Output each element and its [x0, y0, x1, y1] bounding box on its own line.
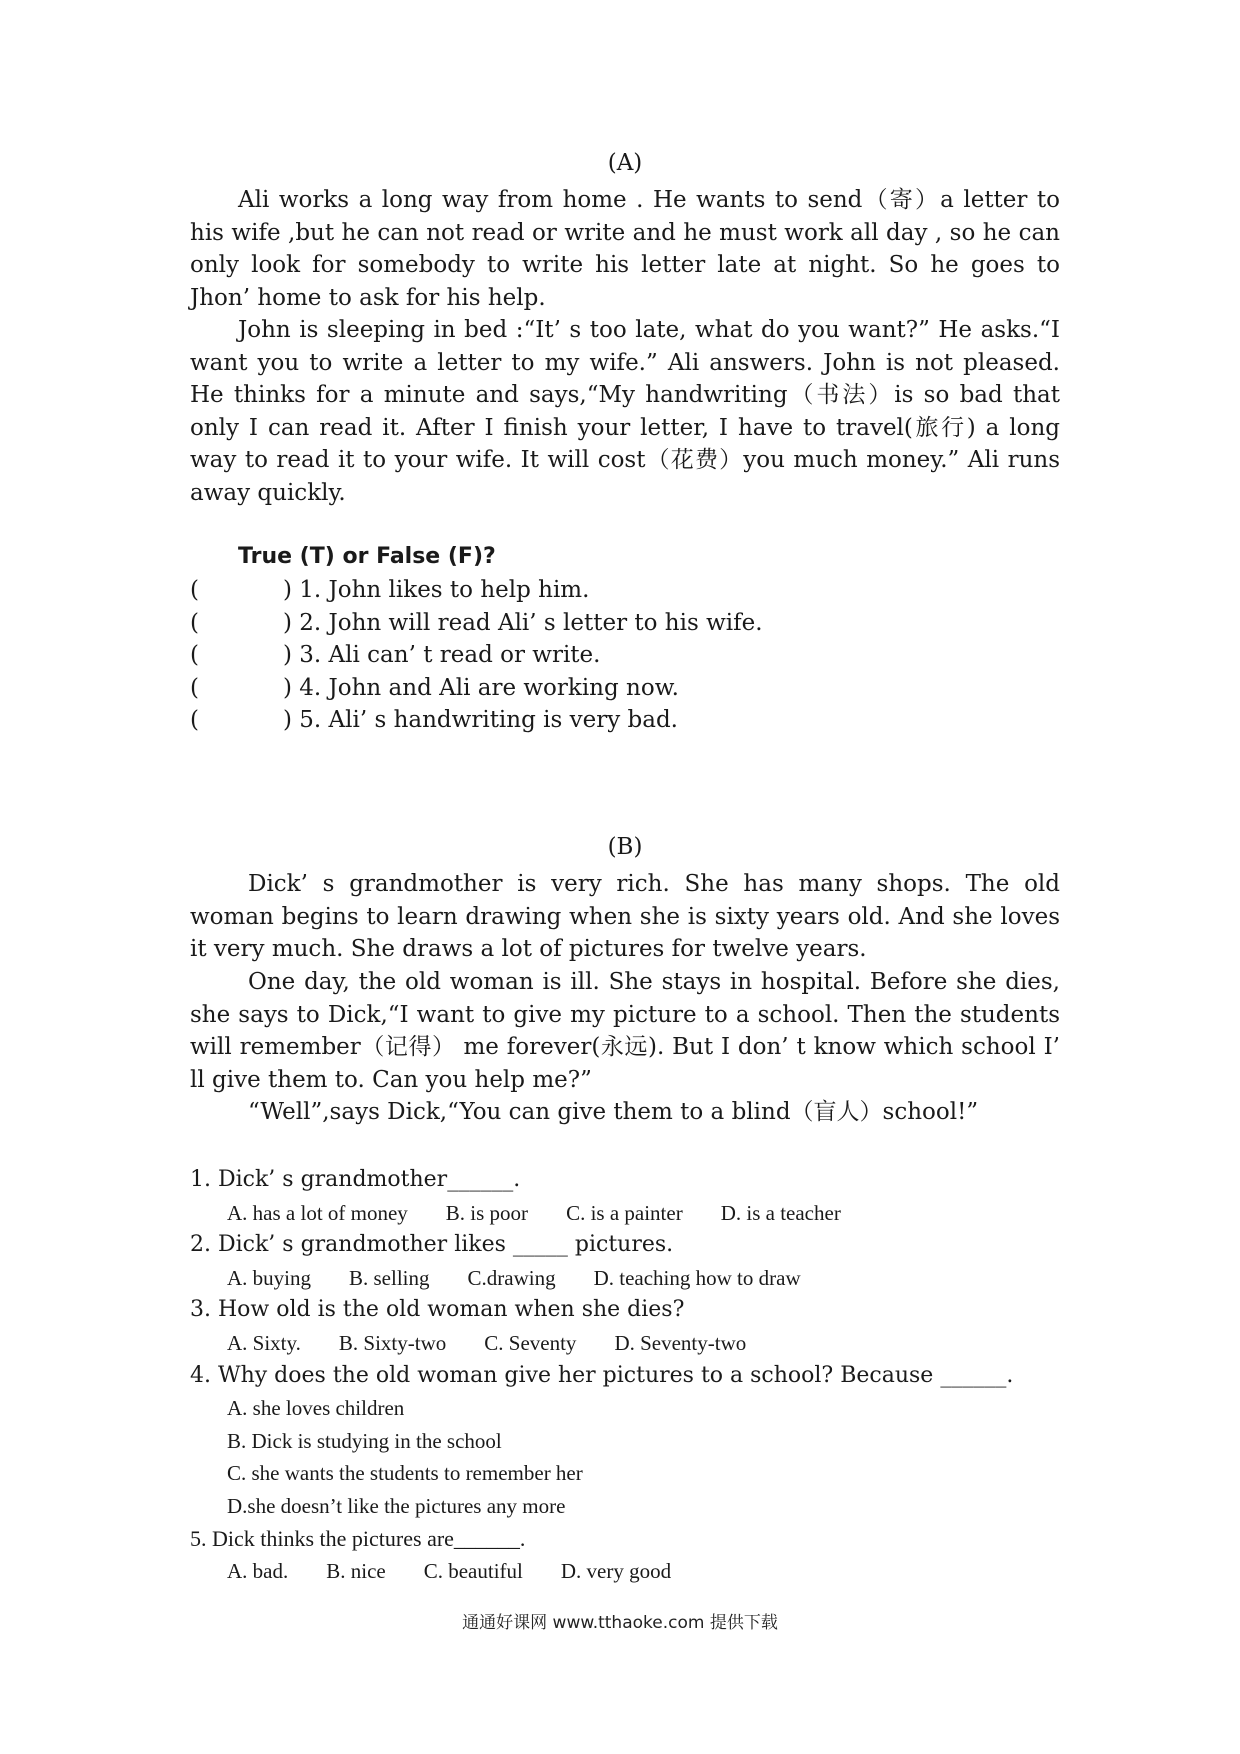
question-2 [190, 1229, 1060, 1294]
tf-open-paren: ( [190, 707, 199, 734]
option-b[interactable]: B. Sixty-two [338, 1330, 447, 1355]
tf-statement: 1. John likes to help him. [299, 577, 590, 603]
tf-item-4 [190, 672, 1060, 705]
question-stem: 1. Dick’ s grandmother______. [190, 1167, 521, 1192]
question-options [190, 1327, 1060, 1360]
question-list [190, 1164, 1060, 1588]
option-c[interactable]: C. she wants the students to remember her [227, 1461, 583, 1486]
tf-open-paren: ( [190, 609, 199, 636]
question-options [190, 1197, 1060, 1230]
question-stem: 4. Why does the old woman give her pictures to a school? Because ______. [190, 1362, 1014, 1388]
section-a-paragraph-2: John is sleeping in bed :“It’ s too late, what do you want?” He asks.“I want you to write a letter to my wife.” Ali answers. John is not pleased. He thinks for a minute and says,“My handwriting（书法）is so bad that only I can read it. After I finish your letter, I have to travel(旅行) a long way to read it to your wife. It will cost（花费）you much money.” Ali runs away quickly. [190, 317, 1060, 506]
option-b[interactable]: B. is poor [445, 1200, 529, 1225]
option-a[interactable]: A. has a lot of money [227, 1200, 408, 1225]
true-false-list [190, 574, 1060, 737]
tf-open-paren: ( [190, 642, 199, 669]
tf-item-1 [190, 574, 1060, 607]
question-options [190, 1262, 1060, 1295]
question-4 [190, 1360, 1060, 1523]
option-d[interactable]: D. very good [560, 1559, 672, 1584]
section-b-paragraph-3: “Well”,says Dick,“You can give them to a blind（盲人）school!” [248, 1099, 979, 1125]
tf-statement: 5. Ali’ s handwriting is very bad. [299, 707, 678, 734]
question-5 [190, 1523, 1060, 1588]
tf-item-2 [190, 607, 1060, 640]
question-stem: 2. Dick’ s grandmother likes _____ pictures. [190, 1232, 674, 1258]
section-b-label: (B) [607, 834, 643, 860]
question-options [190, 1555, 1060, 1588]
question-3 [190, 1294, 1060, 1359]
section-b-paragraph-1: Dick’ s grandmother is very rich. She has many shops. The old woman begins to learn drawing when she is sixty years old. And she loves it very much. She draws a lot of pictures for twelve years. [190, 871, 1060, 963]
option-c[interactable]: C.drawing [467, 1265, 556, 1290]
tf-open-paren: ( [190, 577, 199, 603]
tf-item-5 [190, 704, 1060, 737]
tf-item-3 [190, 639, 1060, 672]
tf-statement: 2. John will read Ali’ s letter to his wife. [299, 609, 763, 636]
tf-close-paren: ) [282, 642, 292, 669]
tf-open-paren: ( [190, 674, 199, 701]
option-d[interactable]: D. teaching how to draw [593, 1265, 801, 1290]
option-d[interactable]: D.she doesn’t like the pictures any more [227, 1493, 566, 1518]
option-c[interactable]: C. Seventy [484, 1330, 577, 1355]
option-d[interactable]: D. is a teacher [720, 1200, 841, 1225]
section-a-paragraph-1: Ali works a long way from home . He wants to send（寄）a letter to his wife ,but he can not read or write and he must work all day , so he can only look for somebody to write his letter late at night. So he goes to Jhon’ home to ask for his help. [190, 187, 1060, 311]
option-a[interactable]: A. Sixty. [227, 1330, 301, 1355]
option-d[interactable]: D. Seventy-two [614, 1330, 747, 1355]
option-c[interactable]: C. beautiful [423, 1559, 523, 1584]
tf-close-paren: ) [282, 577, 292, 603]
option-b[interactable]: B. Dick is studying in the school [227, 1428, 502, 1453]
section-a-label: (A) [607, 150, 643, 176]
page-footer: 通通好课网 www.tthaoke.com 提供下载 [462, 1613, 778, 1633]
question-1 [190, 1164, 1060, 1229]
tf-close-paren: ) [282, 707, 292, 734]
tf-close-paren: ) [282, 674, 292, 701]
option-a[interactable]: A. buying [227, 1265, 311, 1290]
section-b-paragraph-2: One day, the old woman is ill. She stays in hospital. Before she dies, she says to Dick,“I want to give my picture to a school. Then the students will remember（记得） me forever(永远). But I don’ t know which school I’ ll give them to. Can you help me?” [190, 969, 1060, 1093]
question-stem: 5. Dick thinks the pictures are______. [190, 1525, 526, 1551]
tf-statement: 3. Ali can’ t read or write. [299, 642, 601, 669]
true-false-heading: True (T) or False (F)? [238, 544, 496, 569]
tf-statement: 4. John and Ali are working now. [299, 674, 679, 701]
option-a[interactable]: A. she loves children [227, 1396, 405, 1421]
option-c[interactable]: C. is a painter [566, 1200, 683, 1225]
tf-close-paren: ) [282, 609, 292, 636]
option-b[interactable]: B. nice [326, 1559, 386, 1584]
option-b[interactable]: B. selling [349, 1265, 430, 1290]
question-stem: 3. How old is the old woman when she dies? [190, 1297, 685, 1323]
option-a[interactable]: A. bad. [227, 1559, 289, 1584]
